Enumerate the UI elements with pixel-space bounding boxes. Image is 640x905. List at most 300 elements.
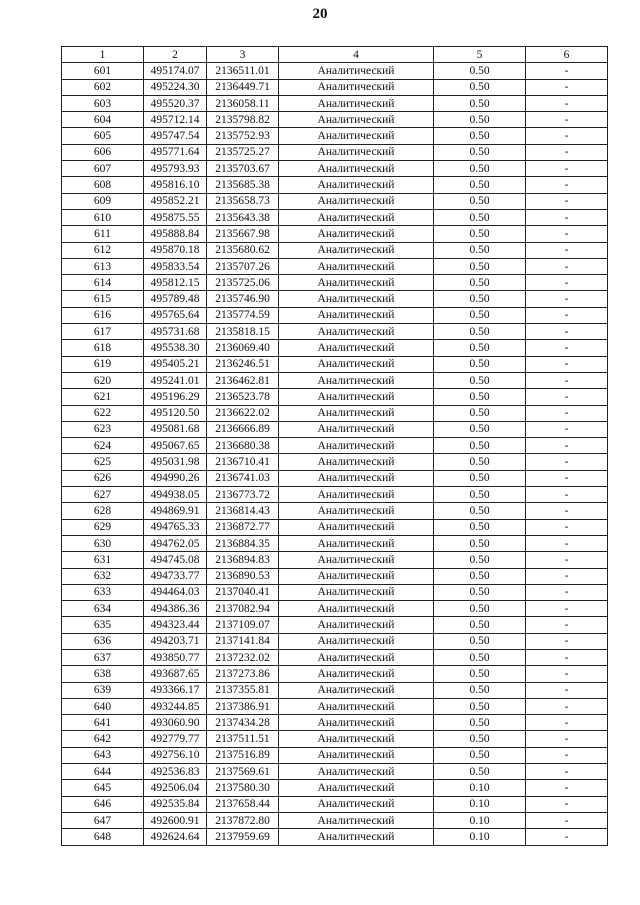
method-cell: Аналитический (279, 79, 434, 95)
note-cell: - (526, 112, 608, 128)
note-cell: - (526, 617, 608, 633)
point-number-cell: 611 (62, 226, 144, 242)
accuracy-cell: 0.50 (434, 568, 526, 584)
method-cell: Аналитический (279, 698, 434, 714)
y-coordinate-cell: 2136622.02 (207, 405, 279, 421)
table-row (62, 812, 608, 828)
table-header-row (62, 47, 608, 63)
table-row (62, 764, 608, 780)
method-cell: Аналитический (279, 258, 434, 274)
note-cell: - (526, 747, 608, 763)
point-number-cell: 635 (62, 617, 144, 633)
table-row (62, 633, 608, 649)
method-cell: Аналитический (279, 764, 434, 780)
method-cell: Аналитический (279, 242, 434, 258)
x-coordinate-cell: 492779.77 (144, 731, 207, 747)
point-number-cell: 648 (62, 829, 144, 845)
note-cell: - (526, 389, 608, 405)
note-cell: - (526, 177, 608, 193)
accuracy-cell: 0.50 (434, 372, 526, 388)
point-number-cell: 643 (62, 747, 144, 763)
point-number-cell: 636 (62, 633, 144, 649)
method-cell: Аналитический (279, 128, 434, 144)
method-cell: Аналитический (279, 682, 434, 698)
note-cell: - (526, 780, 608, 796)
x-coordinate-cell: 494990.26 (144, 470, 207, 486)
table-row (62, 617, 608, 633)
accuracy-cell: 0.50 (434, 552, 526, 568)
y-coordinate-cell: 2137232.02 (207, 649, 279, 665)
point-number-cell: 607 (62, 161, 144, 177)
method-cell: Аналитический (279, 112, 434, 128)
method-cell: Аналитический (279, 438, 434, 454)
accuracy-cell: 0.50 (434, 405, 526, 421)
table-row (62, 552, 608, 568)
x-coordinate-cell: 495852.21 (144, 193, 207, 209)
note-cell: - (526, 405, 608, 421)
table-row (62, 177, 608, 193)
note-cell: - (526, 487, 608, 503)
accuracy-cell: 0.50 (434, 389, 526, 405)
column-header: 1 (62, 47, 144, 63)
y-coordinate-cell: 2137434.28 (207, 715, 279, 731)
x-coordinate-cell: 492624.64 (144, 829, 207, 845)
accuracy-cell: 0.50 (434, 698, 526, 714)
note-cell: - (526, 128, 608, 144)
table-row (62, 389, 608, 405)
y-coordinate-cell: 2137355.81 (207, 682, 279, 698)
method-cell: Аналитический (279, 389, 434, 405)
accuracy-cell: 0.50 (434, 666, 526, 682)
table-row (62, 519, 608, 535)
x-coordinate-cell: 495120.50 (144, 405, 207, 421)
note-cell: - (526, 552, 608, 568)
method-cell: Аналитический (279, 275, 434, 291)
note-cell: - (526, 226, 608, 242)
page-number: 20 (312, 6, 328, 22)
x-coordinate-cell: 493244.85 (144, 698, 207, 714)
accuracy-cell: 0.50 (434, 470, 526, 486)
x-coordinate-cell: 495771.64 (144, 144, 207, 160)
method-cell: Аналитический (279, 535, 434, 551)
x-coordinate-cell: 495224.30 (144, 79, 207, 95)
point-number-cell: 630 (62, 535, 144, 551)
column-header: 3 (207, 47, 279, 63)
accuracy-cell: 0.50 (434, 112, 526, 128)
accuracy-cell: 0.50 (434, 438, 526, 454)
table-row (62, 487, 608, 503)
x-coordinate-cell: 493060.90 (144, 715, 207, 731)
y-coordinate-cell: 2135774.59 (207, 307, 279, 323)
method-cell: Аналитический (279, 568, 434, 584)
y-coordinate-cell: 2137569.61 (207, 764, 279, 780)
table-row (62, 95, 608, 111)
x-coordinate-cell: 494386.36 (144, 601, 207, 617)
table-row (62, 405, 608, 421)
point-number-cell: 626 (62, 470, 144, 486)
note-cell: - (526, 209, 608, 225)
method-cell: Аналитический (279, 372, 434, 388)
accuracy-cell: 0.50 (434, 421, 526, 437)
y-coordinate-cell: 2136890.53 (207, 568, 279, 584)
note-cell: - (526, 601, 608, 617)
point-number-cell: 601 (62, 63, 144, 79)
x-coordinate-cell: 495712.14 (144, 112, 207, 128)
accuracy-cell: 0.10 (434, 796, 526, 812)
table-row (62, 307, 608, 323)
method-cell: Аналитический (279, 552, 434, 568)
method-cell: Аналитический (279, 747, 434, 763)
method-cell: Аналитический (279, 715, 434, 731)
table-row (62, 356, 608, 372)
point-number-cell: 644 (62, 764, 144, 780)
table-row (62, 780, 608, 796)
y-coordinate-cell: 2137386.91 (207, 698, 279, 714)
x-coordinate-cell: 492535.84 (144, 796, 207, 812)
table-row (62, 144, 608, 160)
method-cell: Аналитический (279, 601, 434, 617)
note-cell: - (526, 340, 608, 356)
y-coordinate-cell: 2137516.89 (207, 747, 279, 763)
accuracy-cell: 0.50 (434, 503, 526, 519)
table-row (62, 275, 608, 291)
accuracy-cell: 0.50 (434, 275, 526, 291)
accuracy-cell: 0.50 (434, 487, 526, 503)
point-number-cell: 625 (62, 454, 144, 470)
method-cell: Аналитический (279, 487, 434, 503)
point-number-cell: 638 (62, 666, 144, 682)
table-row (62, 731, 608, 747)
table-row (62, 79, 608, 95)
method-cell: Аналитический (279, 193, 434, 209)
y-coordinate-cell: 2137082.94 (207, 601, 279, 617)
method-cell: Аналитический (279, 454, 434, 470)
point-number-cell: 641 (62, 715, 144, 731)
y-coordinate-cell: 2136872.77 (207, 519, 279, 535)
note-cell: - (526, 63, 608, 79)
accuracy-cell: 0.50 (434, 128, 526, 144)
point-number-cell: 622 (62, 405, 144, 421)
method-cell: Аналитический (279, 405, 434, 421)
point-number-cell: 610 (62, 209, 144, 225)
y-coordinate-cell: 2135707.26 (207, 258, 279, 274)
y-coordinate-cell: 2137959.69 (207, 829, 279, 845)
method-cell: Аналитический (279, 584, 434, 600)
x-coordinate-cell: 493850.77 (144, 649, 207, 665)
accuracy-cell: 0.50 (434, 747, 526, 763)
table-row (62, 470, 608, 486)
accuracy-cell: 0.50 (434, 356, 526, 372)
x-coordinate-cell: 495174.07 (144, 63, 207, 79)
accuracy-cell: 0.50 (434, 226, 526, 242)
y-coordinate-cell: 2135685.38 (207, 177, 279, 193)
point-number-cell: 606 (62, 144, 144, 160)
note-cell: - (526, 291, 608, 307)
method-cell: Аналитический (279, 812, 434, 828)
x-coordinate-cell: 495875.55 (144, 209, 207, 225)
y-coordinate-cell: 2136058.11 (207, 95, 279, 111)
method-cell: Аналитический (279, 617, 434, 633)
y-coordinate-cell: 2137511.51 (207, 731, 279, 747)
x-coordinate-cell: 495816.10 (144, 177, 207, 193)
accuracy-cell: 0.50 (434, 193, 526, 209)
note-cell: - (526, 584, 608, 600)
point-number-cell: 639 (62, 682, 144, 698)
method-cell: Аналитический (279, 731, 434, 747)
x-coordinate-cell: 494323.44 (144, 617, 207, 633)
point-number-cell: 618 (62, 340, 144, 356)
point-number-cell: 627 (62, 487, 144, 503)
accuracy-cell: 0.50 (434, 95, 526, 111)
table-row (62, 372, 608, 388)
x-coordinate-cell: 495833.54 (144, 258, 207, 274)
method-cell: Аналитический (279, 666, 434, 682)
point-number-cell: 646 (62, 796, 144, 812)
y-coordinate-cell: 2137141.84 (207, 633, 279, 649)
accuracy-cell: 0.50 (434, 682, 526, 698)
x-coordinate-cell: 495031.98 (144, 454, 207, 470)
point-number-cell: 609 (62, 193, 144, 209)
note-cell: - (526, 421, 608, 437)
point-number-cell: 645 (62, 780, 144, 796)
table-row (62, 128, 608, 144)
method-cell: Аналитический (279, 144, 434, 160)
accuracy-cell: 0.50 (434, 258, 526, 274)
y-coordinate-cell: 2136884.35 (207, 535, 279, 551)
table-row (62, 601, 608, 617)
y-coordinate-cell: 2137658.44 (207, 796, 279, 812)
accuracy-cell: 0.50 (434, 177, 526, 193)
accuracy-cell: 0.50 (434, 649, 526, 665)
note-cell: - (526, 649, 608, 665)
point-number-cell: 612 (62, 242, 144, 258)
x-coordinate-cell: 494762.05 (144, 535, 207, 551)
table-row (62, 209, 608, 225)
x-coordinate-cell: 492536.83 (144, 764, 207, 780)
note-cell: - (526, 470, 608, 486)
x-coordinate-cell: 495520.37 (144, 95, 207, 111)
note-cell: - (526, 666, 608, 682)
note-cell: - (526, 356, 608, 372)
table-row (62, 193, 608, 209)
table-row (62, 535, 608, 551)
note-cell: - (526, 796, 608, 812)
note-cell: - (526, 829, 608, 845)
y-coordinate-cell: 2136680.38 (207, 438, 279, 454)
column-header: 6 (526, 47, 608, 63)
note-cell: - (526, 144, 608, 160)
y-coordinate-cell: 2135752.93 (207, 128, 279, 144)
accuracy-cell: 0.10 (434, 829, 526, 845)
table-row (62, 715, 608, 731)
point-number-cell: 634 (62, 601, 144, 617)
table-row (62, 682, 608, 698)
note-cell: - (526, 519, 608, 535)
method-cell: Аналитический (279, 780, 434, 796)
accuracy-cell: 0.50 (434, 209, 526, 225)
y-coordinate-cell: 2136741.03 (207, 470, 279, 486)
y-coordinate-cell: 2137040.41 (207, 584, 279, 600)
y-coordinate-cell: 2137580.30 (207, 780, 279, 796)
method-cell: Аналитический (279, 649, 434, 665)
point-number-cell: 614 (62, 275, 144, 291)
note-cell: - (526, 535, 608, 551)
note-cell: - (526, 324, 608, 340)
point-number-cell: 632 (62, 568, 144, 584)
note-cell: - (526, 715, 608, 731)
y-coordinate-cell: 2136511.01 (207, 63, 279, 79)
point-number-cell: 616 (62, 307, 144, 323)
table-row (62, 324, 608, 340)
point-number-cell: 603 (62, 95, 144, 111)
x-coordinate-cell: 495196.29 (144, 389, 207, 405)
method-cell: Аналитический (279, 95, 434, 111)
x-coordinate-cell: 495888.84 (144, 226, 207, 242)
y-coordinate-cell: 2136246.51 (207, 356, 279, 372)
x-coordinate-cell: 495765.64 (144, 307, 207, 323)
point-number-cell: 642 (62, 731, 144, 747)
table-row (62, 340, 608, 356)
point-number-cell: 621 (62, 389, 144, 405)
y-coordinate-cell: 2135725.06 (207, 275, 279, 291)
accuracy-cell: 0.10 (434, 780, 526, 796)
accuracy-cell: 0.50 (434, 584, 526, 600)
y-coordinate-cell: 2135667.98 (207, 226, 279, 242)
accuracy-cell: 0.50 (434, 79, 526, 95)
accuracy-cell: 0.50 (434, 764, 526, 780)
x-coordinate-cell: 495538.30 (144, 340, 207, 356)
x-coordinate-cell: 493687.65 (144, 666, 207, 682)
x-coordinate-cell: 495870.18 (144, 242, 207, 258)
y-coordinate-cell: 2135798.82 (207, 112, 279, 128)
y-coordinate-cell: 2135746.90 (207, 291, 279, 307)
x-coordinate-cell: 494203.71 (144, 633, 207, 649)
accuracy-cell: 0.50 (434, 617, 526, 633)
point-number-cell: 623 (62, 421, 144, 437)
note-cell: - (526, 258, 608, 274)
accuracy-cell: 0.50 (434, 715, 526, 731)
y-coordinate-cell: 2135725.27 (207, 144, 279, 160)
point-number-cell: 628 (62, 503, 144, 519)
accuracy-cell: 0.50 (434, 144, 526, 160)
table-row (62, 161, 608, 177)
column-header: 5 (434, 47, 526, 63)
x-coordinate-cell: 495812.15 (144, 275, 207, 291)
table-row (62, 666, 608, 682)
accuracy-cell: 0.50 (434, 340, 526, 356)
note-cell: - (526, 372, 608, 388)
point-number-cell: 637 (62, 649, 144, 665)
method-cell: Аналитический (279, 177, 434, 193)
x-coordinate-cell: 495731.68 (144, 324, 207, 340)
table-row (62, 454, 608, 470)
note-cell: - (526, 682, 608, 698)
x-coordinate-cell: 492756.10 (144, 747, 207, 763)
note-cell: - (526, 307, 608, 323)
accuracy-cell: 0.50 (434, 63, 526, 79)
table-body (62, 63, 608, 845)
y-coordinate-cell: 2136069.40 (207, 340, 279, 356)
x-coordinate-cell: 494745.08 (144, 552, 207, 568)
method-cell: Аналитический (279, 829, 434, 845)
note-cell: - (526, 242, 608, 258)
y-coordinate-cell: 2136814.43 (207, 503, 279, 519)
point-number-cell: 640 (62, 698, 144, 714)
y-coordinate-cell: 2135680.62 (207, 242, 279, 258)
table-row (62, 796, 608, 812)
y-coordinate-cell: 2137872.80 (207, 812, 279, 828)
note-cell: - (526, 503, 608, 519)
x-coordinate-cell: 492600.91 (144, 812, 207, 828)
note-cell: - (526, 568, 608, 584)
x-coordinate-cell: 492506.04 (144, 780, 207, 796)
note-cell: - (526, 193, 608, 209)
accuracy-cell: 0.50 (434, 519, 526, 535)
y-coordinate-cell: 2135818.15 (207, 324, 279, 340)
table-row (62, 226, 608, 242)
table-row (62, 258, 608, 274)
method-cell: Аналитический (279, 503, 434, 519)
accuracy-cell: 0.50 (434, 161, 526, 177)
note-cell: - (526, 731, 608, 747)
y-coordinate-cell: 2135703.67 (207, 161, 279, 177)
y-coordinate-cell: 2136666.89 (207, 421, 279, 437)
table-row (62, 829, 608, 845)
point-number-cell: 613 (62, 258, 144, 274)
y-coordinate-cell: 2136894.83 (207, 552, 279, 568)
accuracy-cell: 0.10 (434, 812, 526, 828)
table-row (62, 63, 608, 79)
y-coordinate-cell: 2137109.07 (207, 617, 279, 633)
point-number-cell: 605 (62, 128, 144, 144)
x-coordinate-cell: 495067.65 (144, 438, 207, 454)
table-row (62, 438, 608, 454)
method-cell: Аналитический (279, 340, 434, 356)
method-cell: Аналитический (279, 356, 434, 372)
note-cell: - (526, 275, 608, 291)
method-cell: Аналитический (279, 209, 434, 225)
method-cell: Аналитический (279, 421, 434, 437)
x-coordinate-cell: 495793.93 (144, 161, 207, 177)
note-cell: - (526, 95, 608, 111)
x-coordinate-cell: 494869.91 (144, 503, 207, 519)
accuracy-cell: 0.50 (434, 731, 526, 747)
note-cell: - (526, 698, 608, 714)
point-number-cell: 617 (62, 324, 144, 340)
table-row (62, 747, 608, 763)
y-coordinate-cell: 2136710.41 (207, 454, 279, 470)
accuracy-cell: 0.50 (434, 307, 526, 323)
note-cell: - (526, 79, 608, 95)
accuracy-cell: 0.50 (434, 535, 526, 551)
y-coordinate-cell: 2136523.78 (207, 389, 279, 405)
method-cell: Аналитический (279, 796, 434, 812)
note-cell: - (526, 161, 608, 177)
x-coordinate-cell: 495241.01 (144, 372, 207, 388)
accuracy-cell: 0.50 (434, 324, 526, 340)
table-row (62, 568, 608, 584)
accuracy-cell: 0.50 (434, 633, 526, 649)
table-row (62, 242, 608, 258)
method-cell: Аналитический (279, 161, 434, 177)
x-coordinate-cell: 495747.54 (144, 128, 207, 144)
point-number-cell: 608 (62, 177, 144, 193)
table-row (62, 112, 608, 128)
method-cell: Аналитический (279, 470, 434, 486)
column-header: 4 (279, 47, 434, 63)
accuracy-cell: 0.50 (434, 601, 526, 617)
x-coordinate-cell: 494938.05 (144, 487, 207, 503)
